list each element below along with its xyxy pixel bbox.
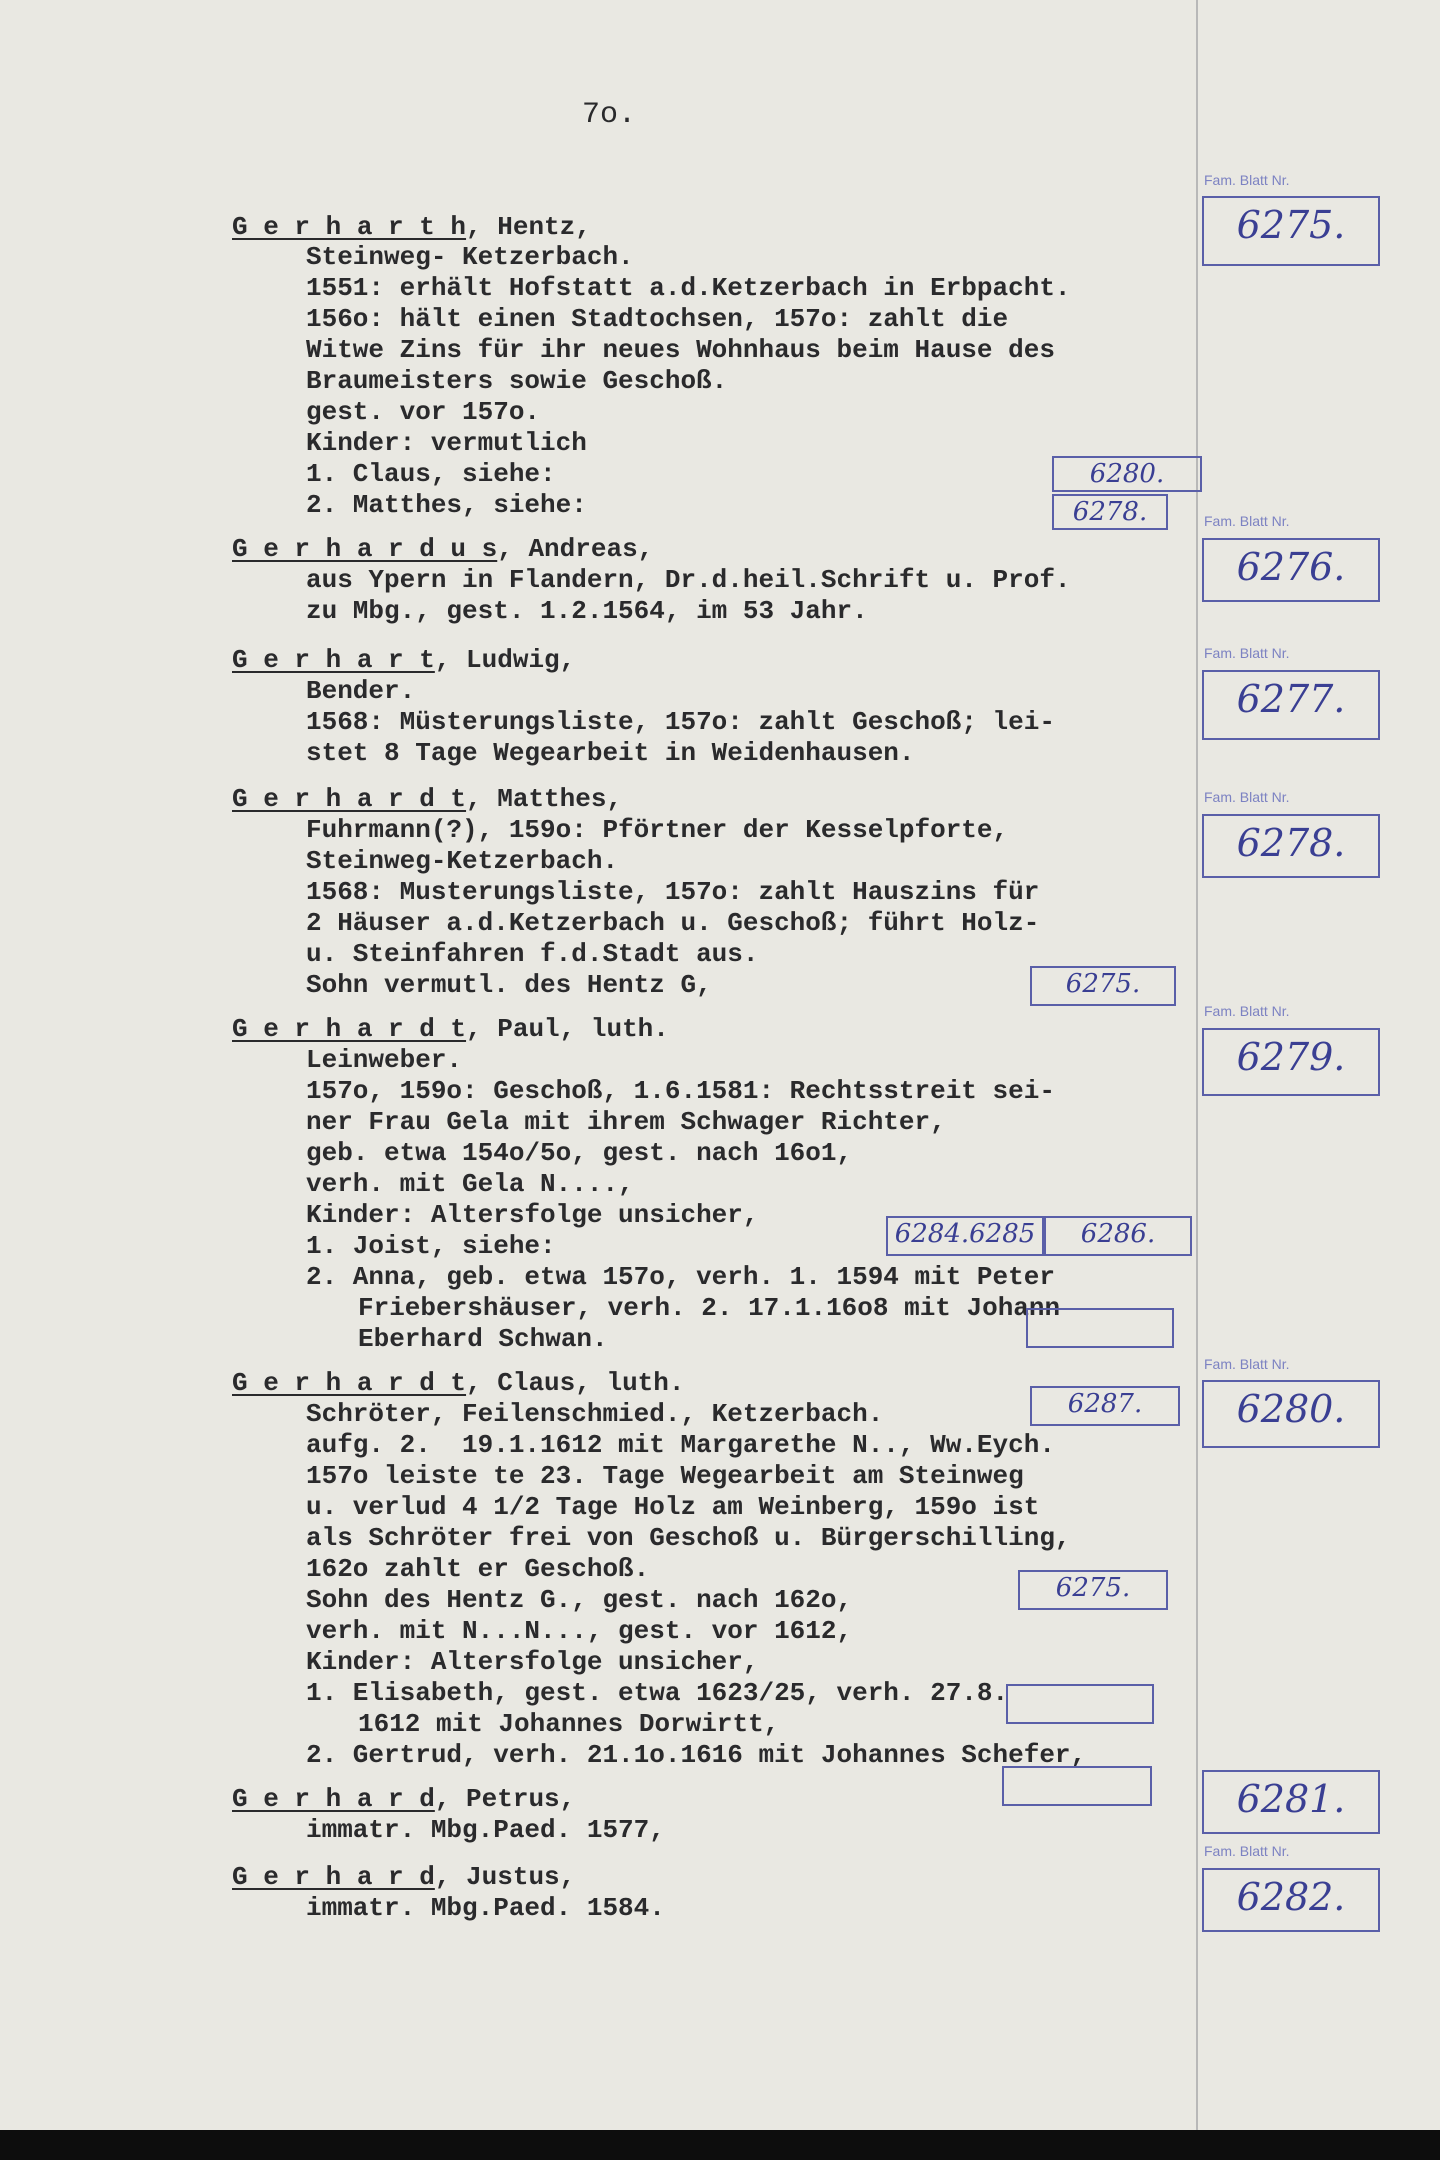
- entry-heading: G e r h a r d t, Paul, luth.: [232, 1014, 669, 1044]
- inline-reference-box: 6278.: [1052, 494, 1168, 530]
- entry-line: 1. Elisabeth, gest. etwa 1623/25, verh. 27.8.: [306, 1678, 1009, 1708]
- entry-line: Steinweg- Ketzerbach.: [306, 242, 634, 272]
- entry-line: 1551: erhält Hofstatt a.d.Ketzerbach in Erbpacht.: [306, 273, 1071, 303]
- entry-line: 1. Claus, siehe:: [306, 459, 556, 489]
- entry-heading: G e r h a r d t, Claus, luth.: [232, 1368, 685, 1398]
- inline-reference-box: 6287.: [1030, 1386, 1180, 1426]
- entry-line: Kinder: vermutlich: [306, 428, 587, 458]
- inline-reference-box: 6286.: [1044, 1216, 1192, 1256]
- margin-divider: [1196, 0, 1198, 2130]
- fam-blatt-number: 6282.: [1202, 1868, 1380, 1932]
- fam-blatt-number: 6280.: [1202, 1380, 1380, 1448]
- entry-line: 2. Anna, geb. etwa 157o, verh. 1. 1594 mit Peter: [306, 1262, 1055, 1292]
- entry-heading: G e r h a r t h, Hentz,: [232, 212, 591, 242]
- entry-line: Sohn vermutl. des Hentz G,: [306, 970, 712, 1000]
- entry-line: 157o leiste te 23. Tage Wegearbeit am Steinweg: [306, 1461, 1024, 1491]
- entry-line: Steinweg-Ketzerbach.: [306, 846, 619, 876]
- inline-reference-box: [1026, 1308, 1174, 1348]
- fam-blatt-label: Fam. Blatt Nr.: [1204, 1356, 1290, 1372]
- entry-line: geb. etwa 154o/5o, gest. nach 16o1,: [306, 1138, 853, 1168]
- entry-line: ner Frau Gela mit ihrem Schwager Richter,: [306, 1107, 946, 1137]
- entry-heading: G e r h a r d, Justus,: [232, 1862, 576, 1892]
- entry-heading: G e r h a r t, Ludwig,: [232, 645, 576, 675]
- entry-line: 1568: Müsterungsliste, 157o: zahlt Geschoß; lei-: [306, 707, 1055, 737]
- fam-blatt-label: Fam. Blatt Nr.: [1204, 1003, 1290, 1019]
- inline-reference-box: 6280.: [1052, 456, 1202, 492]
- fam-blatt-label: Fam. Blatt Nr.: [1204, 789, 1290, 805]
- fam-blatt-number: 6279.: [1202, 1028, 1380, 1096]
- entry-line: immatr. Mbg.Paed. 1577,: [306, 1815, 665, 1845]
- entry-line: 162o zahlt er Geschoß.: [306, 1554, 650, 1584]
- fam-blatt-number: 6277.: [1202, 670, 1380, 740]
- entry-line: Friebershäuser, verh. 2. 17.1.16o8 mit Johann: [358, 1293, 1061, 1323]
- entry-line: Witwe Zins für ihr neues Wohnhaus beim Hause des: [306, 335, 1055, 365]
- surname: G e r h a r d: [232, 1862, 435, 1892]
- entry-line: verh. mit N...N..., gest. vor 1612,: [306, 1616, 853, 1646]
- fam-blatt-number: 6275.: [1202, 196, 1380, 266]
- entry-line: stet 8 Tage Wegearbeit in Weidenhausen.: [306, 738, 915, 768]
- entry-line: 2 Häuser a.d.Ketzerbach u. Geschoß; führt Holz-: [306, 908, 1040, 938]
- entry-line: Sohn des Hentz G., gest. nach 162o,: [306, 1585, 853, 1615]
- entry-line: zu Mbg., gest. 1.2.1564, im 53 Jahr.: [306, 596, 868, 626]
- entry-line: 1. Joist, siehe:: [306, 1231, 556, 1261]
- entry-line: 1568: Musterungsliste, 157o: zahlt Hauszins für: [306, 877, 1040, 907]
- entry-line: Leinweber.: [306, 1045, 463, 1075]
- entry-line: Kinder: Altersfolge unsicher,: [306, 1200, 759, 1230]
- fam-blatt-label: Fam. Blatt Nr.: [1204, 645, 1290, 661]
- entry-line: u. Steinfahren f.d.Stadt aus.: [306, 939, 759, 969]
- entry-line: Schröter, Feilenschmied., Ketzerbach.: [306, 1399, 884, 1429]
- entry-heading: G e r h a r d, Petrus,: [232, 1784, 576, 1814]
- entry-line: Kinder: Altersfolge unsicher,: [306, 1647, 759, 1677]
- inline-reference-box: [1002, 1766, 1152, 1806]
- entry-line: Braumeisters sowie Geschoß.: [306, 366, 728, 396]
- fam-blatt-label: Fam. Blatt Nr.: [1204, 172, 1290, 188]
- page-number: 7o.: [582, 98, 637, 132]
- entry-line: aufg. 2. 19.1.1612 mit Margarethe N.., Ww.Eych.: [306, 1430, 1055, 1460]
- surname: G e r h a r t: [232, 645, 435, 675]
- fam-blatt-label: Fam. Blatt Nr.: [1204, 1843, 1290, 1859]
- fam-blatt-number: 6281.: [1202, 1770, 1380, 1834]
- entry-line: verh. mit Gela N....,: [306, 1169, 634, 1199]
- inline-reference-box: [1006, 1684, 1154, 1724]
- entry-line: 156o: hält einen Stadtochsen, 157o: zahlt die: [306, 304, 1009, 334]
- surname: G e r h a r d: [232, 1784, 435, 1814]
- fam-blatt-number: 6276.: [1202, 538, 1380, 602]
- fam-blatt-number: 6278.: [1202, 814, 1380, 878]
- surname: G e r h a r t h: [232, 212, 467, 242]
- entry-line: gest. vor 157o.: [306, 397, 541, 427]
- surname: G e r h a r d u s: [232, 534, 498, 564]
- entry-line: Eberhard Schwan.: [358, 1324, 608, 1354]
- entry-line: 1612 mit Johannes Dorwirtt,: [358, 1709, 780, 1739]
- entry-line: aus Ypern in Flandern, Dr.d.heil.Schrift u. Prof.: [306, 565, 1071, 595]
- fam-blatt-label: Fam. Blatt Nr.: [1204, 513, 1290, 529]
- entry-line: als Schröter frei von Geschoß u. Bürgerschilling,: [306, 1523, 1071, 1553]
- inline-reference-box: 6275.: [1030, 966, 1176, 1006]
- inline-reference-box: 6275.: [1018, 1570, 1168, 1610]
- entry-line: u. verlud 4 1/2 Tage Holz am Weinberg, 159o ist: [306, 1492, 1040, 1522]
- surname: G e r h a r d t: [232, 1014, 467, 1044]
- entry-line: 2. Matthes, siehe:: [306, 490, 587, 520]
- entry-line: Bender.: [306, 676, 416, 706]
- entry-line: immatr. Mbg.Paed. 1584.: [306, 1893, 665, 1923]
- entry-heading: G e r h a r d t, Matthes,: [232, 784, 623, 814]
- surname: G e r h a r d t: [232, 1368, 467, 1398]
- inline-reference-box: 6284.6285: [886, 1216, 1044, 1256]
- entry-line: 2. Gertrud, verh. 21.1o.1616 mit Johannes Schefer,: [306, 1740, 1087, 1770]
- entry-line: Fuhrmann(?), 159o: Pförtner der Kesselpforte,: [306, 815, 1009, 845]
- surname: G e r h a r d t: [232, 784, 467, 814]
- entry-line: 157o, 159o: Geschoß, 1.6.1581: Rechtsstreit sei-: [306, 1076, 1055, 1106]
- entry-heading: G e r h a r d u s, Andreas,: [232, 534, 654, 564]
